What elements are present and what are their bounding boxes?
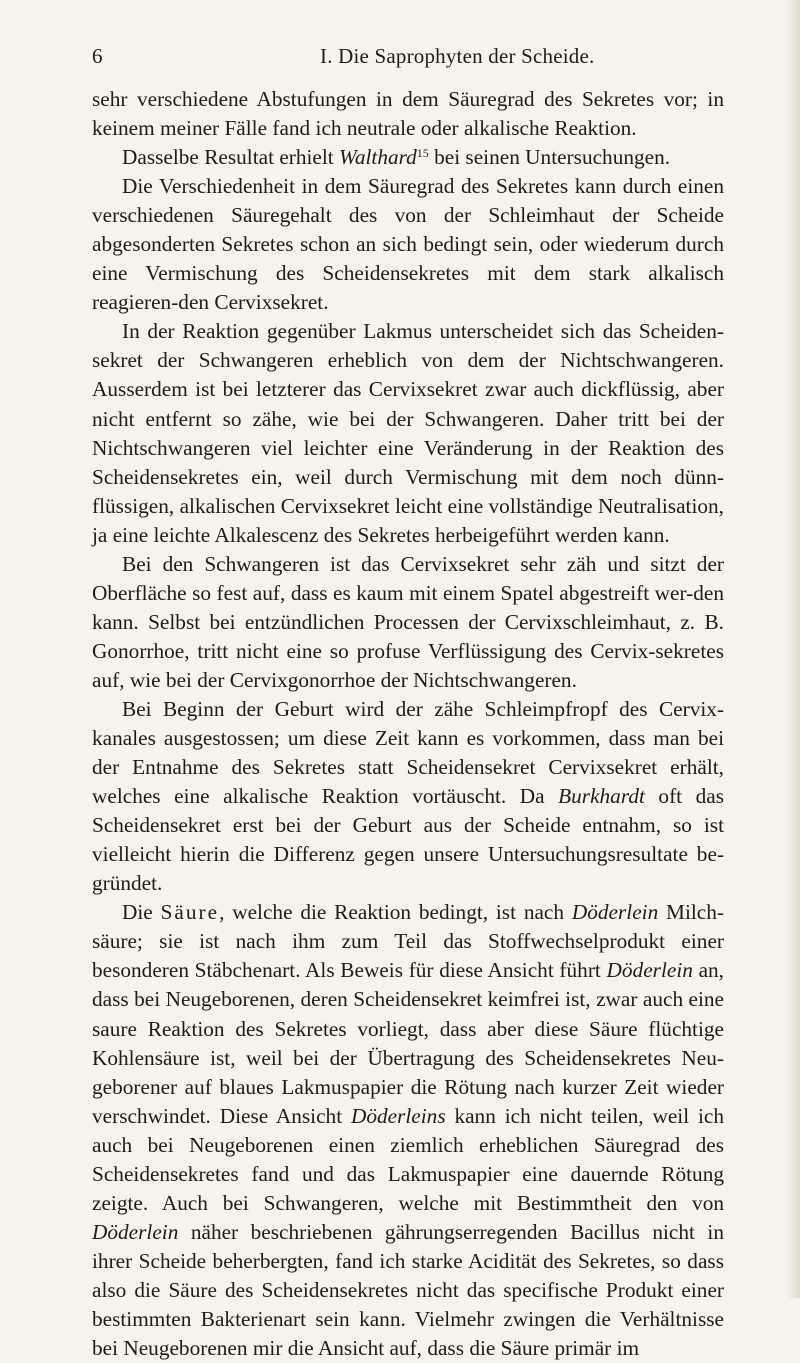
paragraph (92, 85, 724, 143)
text-run: Die Verschiedenheit in dem Säuregrad des Sekretes kann durch einen verschiedenen Säuregehalt des von der Schleimhaut der Scheide abgesonderten Sekretes schon an sich bedingt sein, oder wiederum durch eine Vermischung des Scheidensekretes mit dem stark alkalisch reagieren-den Cervixsekret. (92, 174, 724, 315)
body-text (92, 85, 724, 1363)
footnote-ref: 15 (416, 146, 429, 161)
text-run: Bei Beginn der Geburt wird der zähe Schleimpfropf des Cervix-kanales ausgestossen; um diese Zeit kann es vorkommen, dass man bei der Entnahme des Sekretes statt Scheidensekret Cervixsekret erhält, welches eine alkalische Reaktion vortäuscht. Da (92, 696, 724, 809)
text-run: kann ich nicht teilen, weil ich auch bei Neugeborenen einen ziemlich erheblichen Säuregrad des Scheidensekretes fand und das Lakmuspapier eine dauernde Rötung zeigte. Auch bei Schwangeren, welche mit Bestimmtheit den von (92, 1103, 724, 1215)
emphasis-term: Säure (160, 900, 220, 925)
text-run: Dasselbe Resultat erhielt (122, 145, 340, 170)
paragraph (92, 317, 724, 549)
text-run: In der Reaktion gegenüber Lakmus unterscheidet sich das Scheiden-sekret der Schwangeren erheblich von dem der Nichtschwangeren. Ausserdem ist bei letzterer das Cervixsekret zwar auch dickflüssig, aber nicht entfernt so zähe, wie bei der Schwangeren. Daher tritt bei der Nichtschwangeren viel leichter eine Veränderung in der Reaktion des Scheidensekretes ein, weil durch Vermischung mit dem noch dünn-flüssigen, alkalischen Cervixsekret leicht eine vollständige Neutralisation, ja eine leichte Alkalescenz des Sekretes herbeigeführt werden kann. (92, 319, 724, 547)
page-header (92, 44, 722, 74)
text-run: bei seinen Untersuchungen. (428, 145, 671, 170)
paragraph (92, 172, 724, 317)
author-name: Burkhardt (558, 784, 645, 809)
text-run: sehr verschiedene Abstufungen in dem Säuregrad des Sekretes vor; in keinem meiner Fälle fand ich neutrale oder alkalische Reaktion. (92, 87, 724, 141)
paragraph (92, 898, 724, 1363)
author-name: Döderleins (350, 1103, 446, 1128)
text-run: , welche die Reaktion bedingt, ist nach (219, 900, 572, 925)
author-name: Döderlein (92, 1219, 179, 1244)
text-run: an, dass bei Neugeborenen, deren Scheidensekret keimfrei ist, zwar auch eine saure Reaktion des Sekretes vorliegt, dass aber diese Säure flüchtige Kohlensäure ist, weil bei der Übertragung des Scheidensekretes Neu-geborener auf blaues Lakmuspapier die Rötung nach kurzer Zeit wieder verschwindet. Diese Ansicht (92, 958, 725, 1128)
paragraph (92, 695, 724, 898)
author-name: Walthard (339, 145, 417, 170)
text-run: oft das Scheidensekret erst bei der Geburt aus der Scheide entnahm, so ist vielleicht hierin die Differenz gegen unsere Untersuchungsresultate be-gründet. (92, 784, 724, 896)
paragraph (92, 143, 724, 172)
text-run: Milch-säure; sie ist nach ihm zum Teil das Stoffwechselprodukt einer besonderen Stäbchenart. Als Beweis für diese Ansicht führt (92, 900, 724, 983)
author-name: Döderlein (606, 958, 693, 983)
text-run: Die (122, 900, 161, 925)
page-number: 6 (92, 44, 103, 68)
running-head: I. Die Saprophyten der Scheide. (320, 44, 595, 68)
text-run: näher beschriebenen gährungserregenden Bacillus nicht in ihrer Scheide beherbergten, fand ich starke Acidität des Sekretes, so dass also die Säure des Scheidensekretes nicht das specifische Produkt einer bestimmten Bakterienart sein kann. Vielmehr zwingen die Verhältnisse bei Neugeborenen mir die Ansicht auf, dass die Säure primär im (92, 1219, 724, 1361)
author-name: Döderlein (571, 900, 659, 925)
text-run: Bei den Schwangeren ist das Cervixsekret sehr zäh und sitzt der Oberfläche so fest auf, dass es kaum mit einem Spatel abgestreift wer-den kann. Selbst bei entzündlichen Processen der Cervixschleimhaut, z. B. Gonorrhoe, tritt nicht eine so profuse Verflüssigung des Cervix-sekretes auf, wie bei der Cervixgonorrhoe der Nichtschwangeren. (92, 551, 724, 692)
paragraph (92, 550, 724, 695)
page-edge-shadow (786, 0, 800, 1298)
